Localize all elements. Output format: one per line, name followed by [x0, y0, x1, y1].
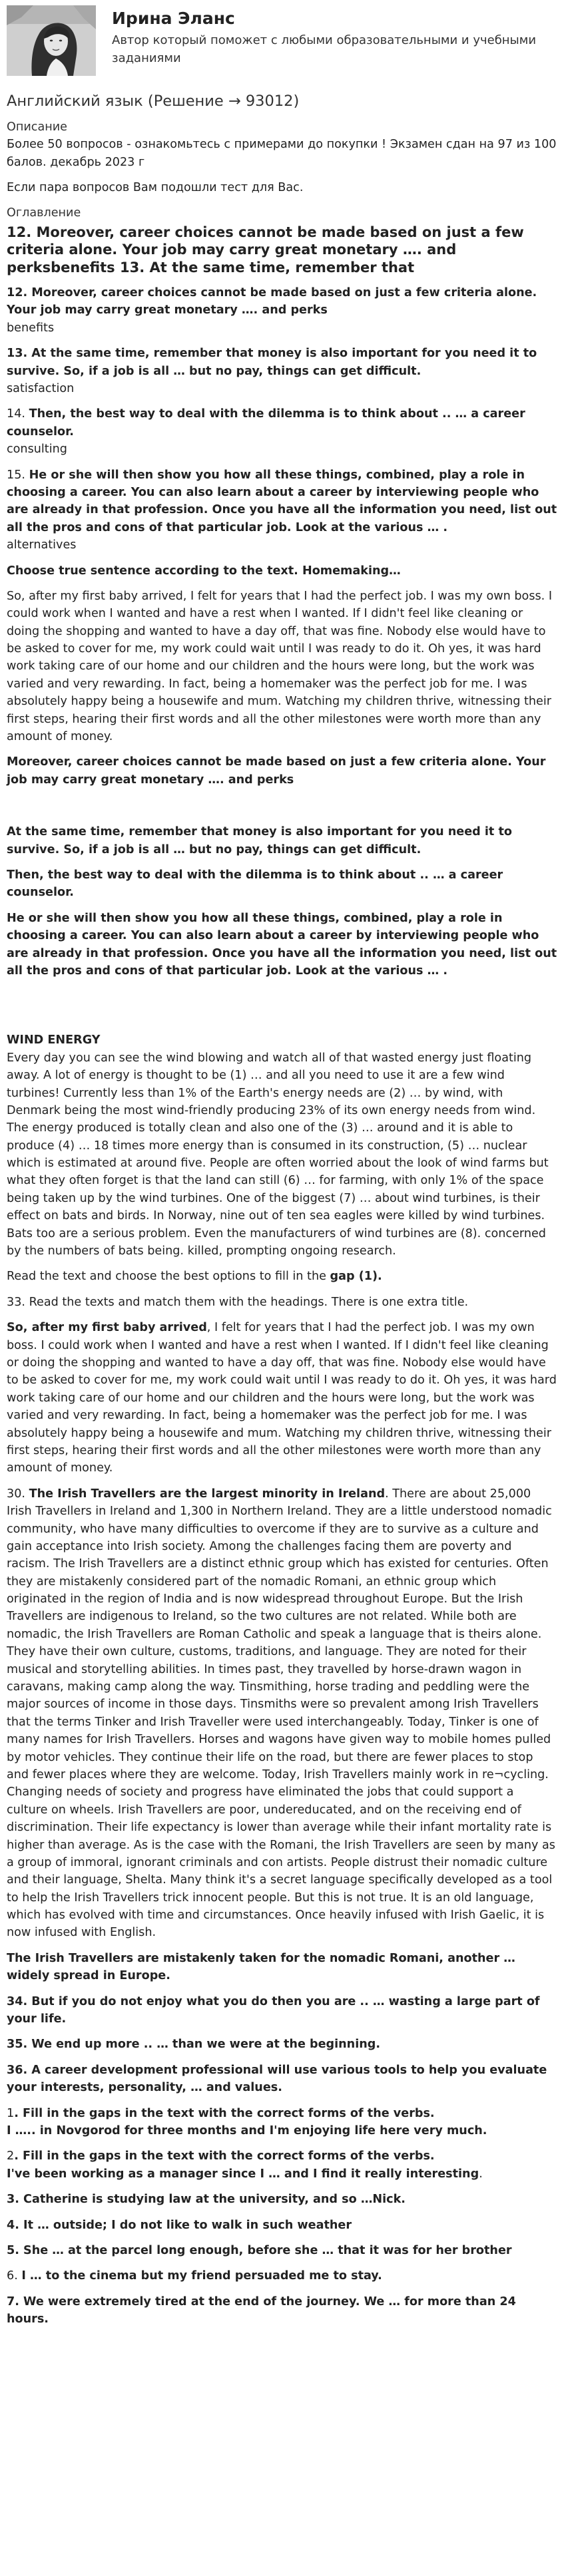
- question-14-number: 14.: [7, 407, 29, 421]
- task-5-text: 5. She … at the parcel long enough, before she … that it was for her brother: [7, 2243, 512, 2257]
- task-2-sentence-end: .: [479, 2167, 483, 2181]
- task-1-text: . Fill in the gaps in the text with the correct forms of the verbs.: [14, 2106, 435, 2120]
- question-30-body: . There are about 25,000 Irish Travellers in Ireland and 1,300 in Northern Ireland. They are a little understood nomadic community, who have many difficulties to overcome if they are to survive as a culture and gain acceptance into Irish society. Among the challenges facing them are poverty and racism. The Irish Travellers are a distinct ethnic group which has existed for centuries. Often they are mistakenly considered part of the nomadic Romani, an ethnic group which originated in the region of India and is now widespread throughout Europe. But the Irish Travellers are indigenous to Ireland, so the two cultures are not related. While both are nomadic, the Irish Travellers are Roman Catholic and speak a language that is theirs alone. They have their own culture, customs, traditions, and language. They are noted for their musical and storytelling abilities. In times past, they travelled by horse-drawn wagon in caravans, making camp along the way. Tinsmithing, horse trading and peddling were the major sources of income in those days. Tinsmiths were so prevalent among Irish Travellers that the terms Tinker and Irish Traveller were used interchangeably. Today, Tinker is one of many names for Irish Travellers. Horses and wagons have given way to mobile homes pulled by motor vehicles. They continue their life on the road, but there are fewer places to stop and fewer places where they are welcome. Today, Irish Travellers mainly work in re¬cycling. Changing needs of society and progress have eliminated the jobs that could support a culture on wheels. Irish Travellers are poor, undereducated, and on the receiving end of discrimination. Their life expectancy is lower than average while their infant mortality rate is higher than average. As is the case with the Romani, the Irish Travellers are seen by many as a group of immoral, ignorant criminals and con artists. People distrust their nomadic culture and their language, Shelta. Many think it's a secret language specifically developed as a tool to help the Irish Travellers trick innocent people. But this is not true. It is an old language, which has evolved with time and circumstances. Once heavily infused with Irish Gaelic, it is now infused with English.: [7, 1487, 555, 1940]
- question-33: 33. Read the texts and match them with the headings. There is one extra title.: [7, 1295, 469, 1309]
- homemaking-text: So, after my first baby arrived, I felt for years that I had the perfect job. I was my own boss. I could work when I wanted and have a rest when I wanted. If I didn't feel like cleaning or doing the shopping and wanted to have a day off, that was fine. Nobody else would have to be asked to cover for me, my work could wait until I was ready to do it. Oh yes, it was hard work taking care of our home and our children and the hours were long, but the work was varied and very rewarding. In fact, being a homemaker was the perfect job for me. I was absolutely happy being a housewife and mum. Watching my children thrive, witnessing their first steps, hearing their first words and all the other milestones were worth more than any amount of money.: [7, 589, 553, 744]
- task-1-sentence-text: I ….. in Novgorod for three months and I'm enjoying life here very much.: [7, 2124, 487, 2137]
- repeat-question-13: [7, 823, 557, 858]
- task-6: [7, 2267, 557, 2285]
- repeat-question-13-text: At the same time, remember that money is also important for you need it to survive. So, if a job is all … but no pay, things can get difficult.: [7, 825, 512, 856]
- author-info: [112, 5, 557, 67]
- question-15-number: 15.: [7, 468, 29, 482]
- wind-energy-title-text: WIND ENERGY: [7, 1033, 101, 1047]
- description-label: Описание: [7, 120, 68, 134]
- question-12-text: 12. Moreover, career choices cannot be made based on just a few criteria alone. Your job may carry great monetary …. and perks: [7, 286, 537, 317]
- question-35: [7, 2036, 557, 2053]
- question-14: [7, 405, 557, 441]
- task-4: [7, 2217, 557, 2234]
- avatar[interactable]: [7, 5, 96, 76]
- question-36: [7, 2062, 557, 2097]
- task-3-text: 3. Catherine is studying law at the university, and so …Nick.: [7, 2193, 406, 2207]
- task-1-sentence: [7, 2122, 557, 2139]
- answer-13: satisfaction: [7, 382, 75, 396]
- description-text: Более 50 вопросов - ознакомьтесь с примерами до покупки ! Экзамен сдан на 97 из 100 балов. декабрь 2023 г: [7, 138, 557, 169]
- travellers-question-text: The Irish Travellers are mistakenly taken for the nomadic Romani, another … widely spread in Europe.: [7, 1951, 515, 1983]
- question-13-text: 13. At the same time, remember that money is also important for you need it to survive. So, if a job is all … but no pay, things can get difficult.: [7, 347, 537, 378]
- toc-label: Оглавление: [7, 206, 81, 220]
- wind-energy-task-text: Read the text and choose the best options to fill in the: [7, 1270, 330, 1284]
- spacer: [7, 988, 557, 1031]
- task-6-text: I … to the cinema but my friend persuaded me to stay.: [21, 2269, 382, 2283]
- question-33-text: [7, 1319, 557, 1477]
- avatar-photo: [7, 5, 96, 76]
- task-2-sentence: [7, 2165, 557, 2183]
- question-34-text: 34. But if you do not enjoy what you do then you are .. … wasting a large part of your life.: [7, 1994, 540, 2026]
- question-33-lead: So, after my first baby arrived: [7, 1321, 207, 1335]
- author-tagline: Автор который поможет с любыми образовательными и учебными заданиями: [112, 33, 537, 66]
- author-header: [7, 5, 557, 84]
- homemaking-question-text: Choose true sentence according to the text. Homemaking…: [7, 564, 401, 578]
- question-15: [7, 466, 557, 537]
- spacer: [7, 797, 557, 823]
- repeat-question-12: [7, 753, 557, 789]
- task-5: [7, 2242, 557, 2259]
- answer-12: benefits: [7, 321, 55, 335]
- task-2-text: . Fill in the gaps in the text with the correct forms of the verbs.: [14, 2149, 435, 2163]
- answer-15: alternatives: [7, 538, 77, 552]
- repeat-question-14: [7, 866, 557, 902]
- answer-14: consulting: [7, 443, 67, 457]
- question-30: [7, 1485, 557, 1942]
- question-14-text: Then, the best way to deal with the dilemma is to think about .. … a career counselor.: [7, 407, 525, 439]
- repeat-question-12-text: Moreover, career choices cannot be made based on just a few criteria alone. Your job may carry great monetary …. and perks: [7, 755, 546, 787]
- question-12: [7, 284, 557, 319]
- task-7-text: 7. We were extremely tired at the end of the journey. We … for more than 24 hours.: [7, 2295, 516, 2326]
- task-7: [7, 2293, 557, 2328]
- author-name[interactable]: Ирина Эланс: [112, 9, 235, 28]
- task-4-text: 4. It … outside; I do not like to walk in such weather: [7, 2218, 352, 2232]
- travellers-question: [7, 1950, 557, 1985]
- repeat-question-15: [7, 910, 557, 980]
- task-3: [7, 2191, 557, 2208]
- task-6-number: 6.: [7, 2269, 22, 2283]
- task-2-number: 2: [7, 2149, 15, 2163]
- wind-energy-text: Every day you can see the wind blowing and watch all of that wasted energy just floating away. A lot of energy is thought to be (1) … and all you need to use it are a few wind turbines! Currently less than 1% of the Earth's energy needs are (2) … by wind, with Denmark being the most wind-friendly producing 23% of its own energy needs from wind. The energy produced is totally clean and also one of the (3) … around and it is able to produce (4) … 18 times more energy than is consumed in its construction, (5) … nuclear which is estimated at around five. People are often worried about the look of wind farms but what they often forget is that the land can still (6) … for farming, with only 1% of the space being taken up by the wind turbines. One of the biggest (7) … about wind turbines, is their effect on bats and birds. In Norway, nine out of ten sea eagles were killed by wind turbines. Bats too are a serious problem. Even the manufacturers of wind turbines are (8). concerned by the numbers of bats being. killed, prompting ongoing research.: [7, 1051, 549, 1258]
- question-35-text: 35. We end up more .. … than we were at the beginning.: [7, 2038, 381, 2052]
- task-1-number: 1: [7, 2106, 15, 2120]
- task-1: [7, 2105, 557, 2122]
- task-2-sentence-text: I've been working as a manager since I … and I find it really interesting: [7, 2167, 479, 2181]
- question-34: [7, 1993, 557, 2028]
- wind-energy-task-gap: gap (1).: [330, 1270, 382, 1284]
- question-30-number: 30.: [7, 1487, 29, 1501]
- repeat-question-14-text: Then, the best way to deal with the dilemma is to think about .. … a career counselor.: [7, 868, 503, 900]
- wind-energy-task: [7, 1268, 557, 1285]
- question-36-text: 36. A career development professional will use various tools to help you evaluate your interests, personality, … and values.: [7, 2063, 547, 2095]
- task-2: [7, 2147, 557, 2165]
- note-text: Если пара вопросов Вам подошли тест для Вас.: [7, 180, 304, 194]
- homemaking-question: [7, 562, 557, 580]
- question-33-body: , I felt for years that I had the perfect job. I was my own boss. I could work when I wanted and have a rest when I wanted. If I didn't feel like cleaning or doing the shopping and wanted to have a day off, that was fine. Nobody else would have to be asked to cover for me, my work could wait until I was ready to do it. Oh yes, it was hard work taking care of our home and our children and the hours were long, but the work was varied and very rewarding. In fact, being a homemaker was the perfect job for me. I was absolutely happy being a housewife and mum. Watching my children thrive, witnessing their first steps, hearing their first words and all the other milestones were worth more than any amount of money.: [7, 1321, 557, 1475]
- wind-energy-title: [7, 1031, 557, 1049]
- question-30-lead: The Irish Travellers are the largest minority in Ireland: [29, 1487, 386, 1501]
- question-15-text: He or she will then show you how all these things, combined, play a role in choosing a career. You can also learn about a career by interviewing people who are already in that profession. Once you have all the information you need, list out all the pros and cons of that particular job. Look at the various … .: [7, 468, 557, 534]
- toc-text: 12. Moreover, career choices cannot be made based on just a few criteria alone. Your job may carry great monetary …. and perksbenefits 13. At the same time, remember that: [7, 224, 524, 276]
- document-title: Английский язык (Решение → 93012): [7, 92, 300, 110]
- repeat-question-15-text: He or she will then show you how all these things, combined, play a role in choosing a career. You can also learn about a career by interviewing people who are already in that profession. Once you have all the information you need, list out all the pros and cons of that particular job. Look at the various … .: [7, 911, 557, 978]
- question-13: [7, 345, 557, 380]
